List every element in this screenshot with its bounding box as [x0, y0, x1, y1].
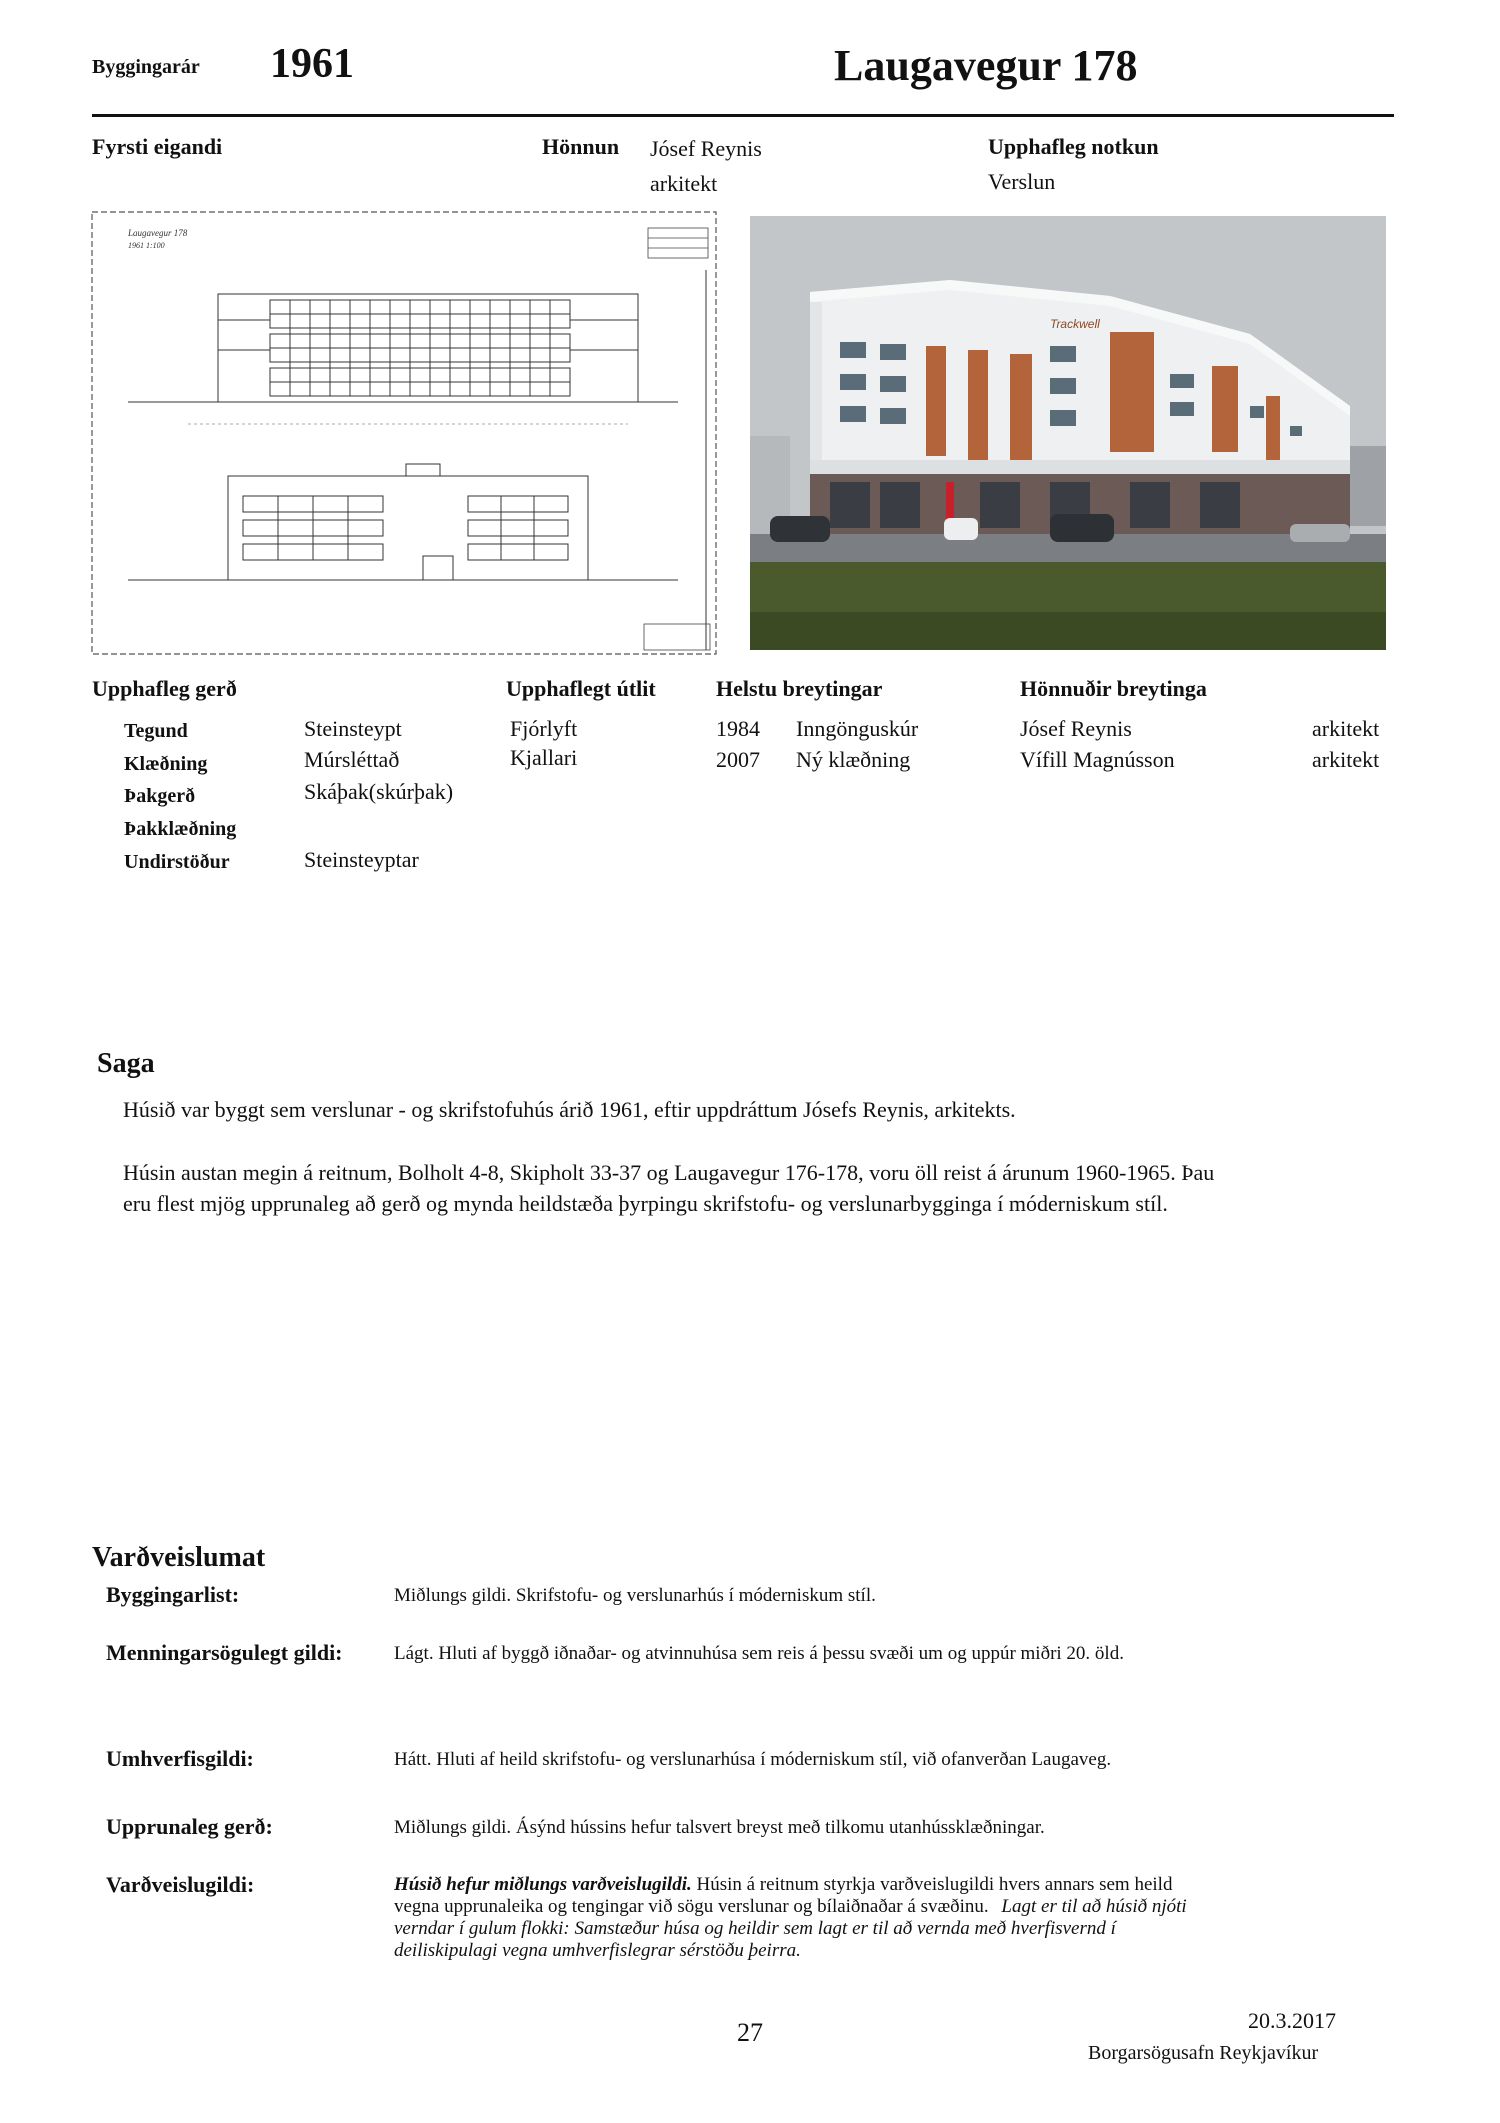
- photo-image: [750, 216, 1386, 650]
- type-label-3: Þakklæðning: [124, 818, 237, 840]
- use-label: Upphafleg notkun: [988, 134, 1159, 159]
- drawing-caption: Laugavegur 178: [128, 228, 188, 238]
- design-role: arkitekt: [650, 171, 718, 196]
- year-label: Byggingarár: [92, 56, 200, 78]
- change-role-1: arkitekt: [1312, 747, 1380, 772]
- pres-value-2: Hátt. Hluti af heild skrifstofu- og verslunarhúsa í móderniskum stíl, við ofanverðan Laugaveg.: [394, 1749, 1112, 1770]
- type-label-2: Þakgerð: [124, 785, 196, 807]
- footer-date: 20.3.2017: [1248, 2008, 1336, 2033]
- verdict-italic-1: Lagt er til að húsið njóti: [1001, 1896, 1187, 1917]
- type-label-4: Undirstöður: [124, 851, 230, 873]
- original-type-header: Upphafleg gerð: [92, 676, 237, 701]
- page-number: 27: [737, 2018, 763, 2047]
- look-item-1: Kjallari: [510, 745, 578, 770]
- type-value-1: Múrsléttað: [304, 747, 400, 772]
- pres-value-0: Miðlungs gildi. Skrifstofu- og verslunarhús í móderniskum stíl.: [394, 1585, 876, 1606]
- pres-label-2: Umhverfisgildi:: [106, 1746, 254, 1771]
- use-value: Verslun: [988, 169, 1056, 194]
- page-title: Laugavegur 178: [834, 41, 1138, 90]
- original-look-header: Upphaflegt útlit: [506, 676, 656, 701]
- photo-sign: Trackwell: [1050, 317, 1100, 331]
- verdict-text-1: Húsin á reitnum styrkja varðveislugildi hvers annars sem heild: [691, 1874, 1173, 1895]
- change-designer-1: Vífill Magnússon: [1020, 747, 1175, 772]
- main-changes-header: Helstu breytingar: [716, 676, 883, 701]
- change-designer-0: Jósef Reynis: [1020, 716, 1132, 741]
- type-label-1: Klæðning: [124, 753, 208, 775]
- build-year: 1961: [270, 41, 354, 87]
- owner-label: Fyrsti eigandi: [92, 134, 223, 159]
- change-designers-header: Hönnuðir breytinga: [1020, 676, 1207, 701]
- verdict-italic-3: deiliskipulagi vegna umhverfislegrar sérstöðu þeirra.: [394, 1940, 801, 1961]
- look-item-0: Fjórlyft: [510, 716, 578, 741]
- type-label-0: Tegund: [124, 720, 188, 742]
- pres-label-4: Varðveislugildi:: [106, 1872, 255, 1897]
- drawing-subcaption: 1961 1:100: [128, 241, 165, 250]
- pres-label-1: Menningarsögulegt gildi:: [106, 1640, 343, 1665]
- change-role-0: arkitekt: [1312, 716, 1380, 741]
- footer-org: Borgarsögusafn Reykjavíkur: [1088, 2042, 1319, 2064]
- verdict-text-2: vegna upprunaleika og tengingar við sögu verslunar og bílaiðnaðar á svæðinu.: [394, 1896, 989, 1917]
- change-year-0: 1984: [716, 716, 760, 741]
- type-value-4: Steinsteyptar: [304, 847, 419, 872]
- design-name: Jósef Reynis: [650, 136, 762, 161]
- pres-value-1: Lágt. Hluti af byggð iðnaðar- og atvinnuhúsa sem reis á þessu svæði um og uppúr miðri 20. öld.: [394, 1643, 1124, 1664]
- type-value-0: Steinsteypt: [304, 716, 402, 741]
- pres-label-3: Upprunaleg gerð:: [106, 1814, 273, 1839]
- building-photo: [750, 216, 1386, 650]
- preservation-title: Varðveislumat: [92, 1542, 266, 1573]
- verdict-bold: Húsið hefur miðlungs varðveislugildi.: [394, 1874, 692, 1895]
- pres-label-0: Byggingarlist:: [106, 1582, 240, 1607]
- preservation-verdict: [394, 1874, 1187, 1962]
- drawing-image: [88, 210, 720, 656]
- architectural-drawing: [88, 210, 720, 656]
- saga-paragraph-1: Húsið var byggt sem verslunar - og skrifstofuhús árið 1961, eftir uppdráttum Jósefs Reynis, arkitekts.: [123, 1097, 1016, 1122]
- change-year-1: 2007: [716, 747, 760, 772]
- pres-value-3: Miðlungs gildi. Ásýnd hússins hefur talsvert breyst með tilkomu utanhússklæðningar.: [394, 1817, 1045, 1838]
- change-desc-1: Ný klæðning: [796, 747, 911, 772]
- change-desc-0: Inngönguskúr: [796, 716, 919, 741]
- saga-title: Saga: [97, 1048, 155, 1079]
- saga-paragraph-2-line-2: eru flest mjög upprunaleg að gerð og mynda heildstæða þyrpingu skrifstofu- og verslunarbygginga í móderniskum stíl.: [123, 1191, 1168, 1216]
- verdict-italic-2: verndar í gulum flokki: Samstæður húsa og heildir sem lagt er til að vernda með hverfisvernd í: [394, 1918, 1116, 1939]
- type-value-2: Skáþak(skúrþak): [304, 779, 454, 804]
- header-rule: [92, 114, 1394, 117]
- design-label: Hönnun: [542, 134, 620, 159]
- saga-paragraph-2-line-1: Húsin austan megin á reitnum, Bolholt 4-8, Skipholt 33-37 og Laugavegur 176-178, voru öll reist á árunum 1960-1965. Þau: [123, 1160, 1215, 1185]
